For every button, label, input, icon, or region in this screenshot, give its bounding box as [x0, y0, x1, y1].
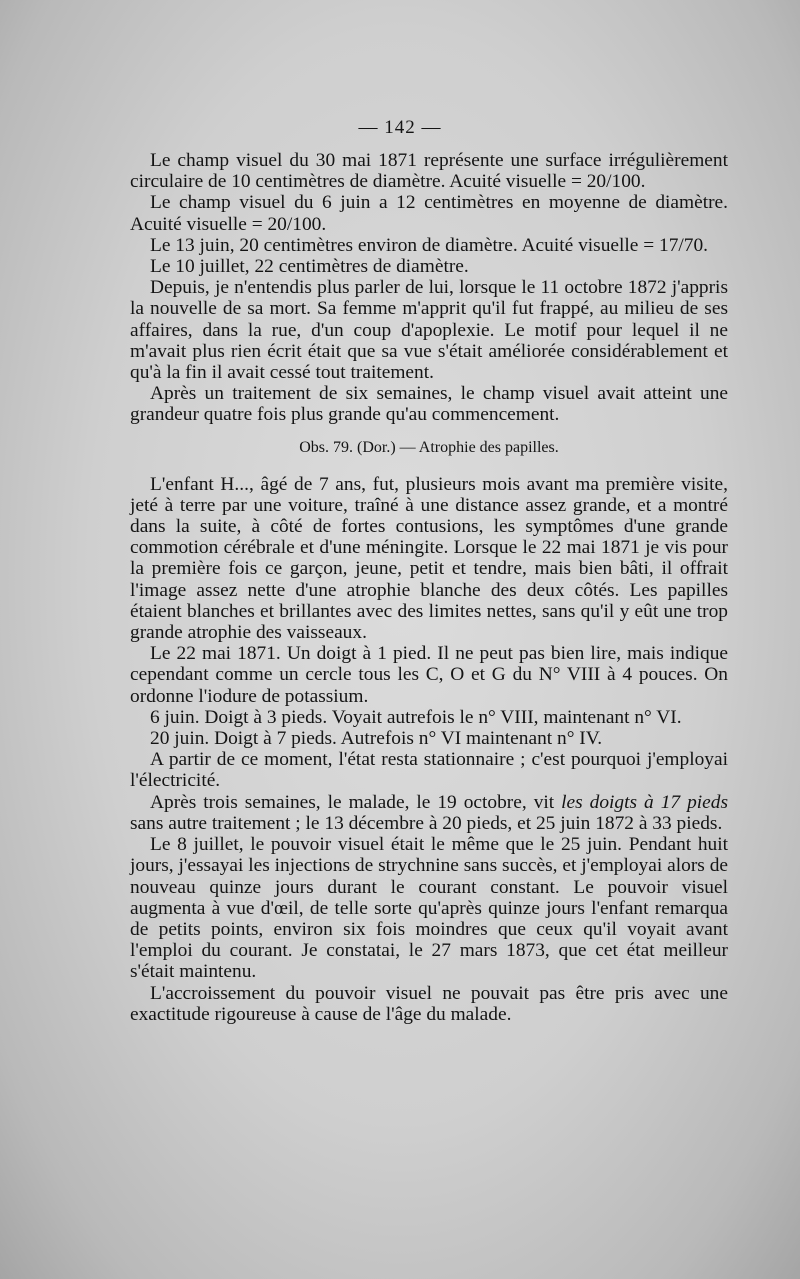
paragraph-a-partir: A partir de ce moment, l'état resta stationnaire ; c'est pourquoi j'employai l'électricité.: [130, 749, 728, 792]
paragraph-apres-trois-semaines-end: sans autre traitement ; le 13 décembre à 20 pieds, et 25 juin 1872 à 33 pieds.: [130, 812, 723, 834]
paragraph-8-juillet: Le 8 juillet, le pouvoir visuel était le même que le 25 juin. Pendant huit jours, j'essayai les injections de strychnine sans succès, et j'employai alors de nouveau quinze jours durant le courant constant. Le pouvoir visuel augmenta à vue d'œil, de telle sorte qu'après quinze jours l'enfant remarqua de petits points, environ six fois moindres que ceux qu'il voyait avant l'emploi du courant. Je constatai, le 27 mars 1873, que cet état meilleur s'était maintenu.: [130, 834, 728, 983]
paragraph-6-juin: 6 juin. Doigt à 3 pieds. Voyait autrefois le n° VIII, maintenant n° VI.: [150, 706, 682, 728]
page-number: — 142 —: [358, 117, 442, 138]
paragraph-apres-trois-semaines: [130, 792, 728, 834]
paragraph-accroissement: L'accroissement du pouvoir visuel ne pouvait pas être pris avec une exactitude rigoureuse à cause de l'âge du malade.: [130, 982, 728, 1025]
paragraph-10-juillet: Le 10 juillet, 22 centimètres de diamètre.: [150, 256, 469, 278]
paragraph-apres-trois-semaines-start: Après trois semaines, le malade, le 19 octobre, vit: [150, 791, 562, 813]
paragraph-champ-visuel-6-juin: Le champ visuel du 6 juin a 12 centimètres en moyenne de diamètre. Acuité visuelle = 20/100.: [130, 192, 728, 235]
body-text: [130, 150, 728, 1025]
paragraph-enfant: L'enfant H..., âgé de 7 ans, fut, plusieurs mois avant ma première visite, jeté à terre par une voiture, traîné à une distance assez grande, et a montré dans la suite, à côté de fortes contusions, les symptômes d'une grande commotion cérébrale et d'une méningite. Lorsque le 22 mai 1871 je vis pour la première fois ce garçon, jeune, petit et tendre, mais bien bâti, il offrait l'image assez nette d'une atrophie blanche des deux côtés. Les papilles étaient blanches et brillantes avec des limites nettes, sans qu'il y eût une trop grande atrophie des vaisseaux.: [130, 473, 728, 644]
paragraph-20-juin: 20 juin. Doigt à 7 pieds. Autrefois n° VI maintenant n° IV.: [150, 728, 603, 750]
paragraph-apres-traitement: Après un traitement de six semaines, le champ visuel avait atteint une grandeur quatre fois plus grande qu'au commencement.: [130, 383, 728, 426]
paragraph-champ-visuel-30-mai: Le champ visuel du 30 mai 1871 représente une surface irrégulièrement circulaire de 10 centimètres de diamètre. Acuité visuelle = 20/100.: [130, 150, 728, 193]
paragraph-13-juin: Le 13 juin, 20 centimètres environ de diamètre. Acuité visuelle = 17/70.: [150, 234, 709, 256]
paragraph-apres-trois-semaines-italic: les doigts à 17 pieds: [561, 791, 728, 813]
paragraph-22-mai: Le 22 mai 1871. Un doigt à 1 pied. Il ne peut pas bien lire, mais indique cependant comme un cercle tous les C, O et G du N° VIII à 4 pouces. On ordonne l'iodure de potassium.: [130, 643, 728, 707]
paragraph-depuis: Depuis, je n'entendis plus parler de lui, lorsque le 11 octobre 1872 j'appris la nouvelle de sa mort. Sa femme m'apprit qu'il fut frappé, au milieu de ses affaires, dans la rue, d'un coup d'apoplexie. Le motif pour lequel il ne m'avait plus rien écrit était que sa vue s'était améliorée considérablement et qu'à la fin il avait cessé tout traitement.: [130, 277, 728, 384]
observation-heading: Obs. 79. (Dor.) — Atrophie des papilles.: [299, 438, 559, 456]
